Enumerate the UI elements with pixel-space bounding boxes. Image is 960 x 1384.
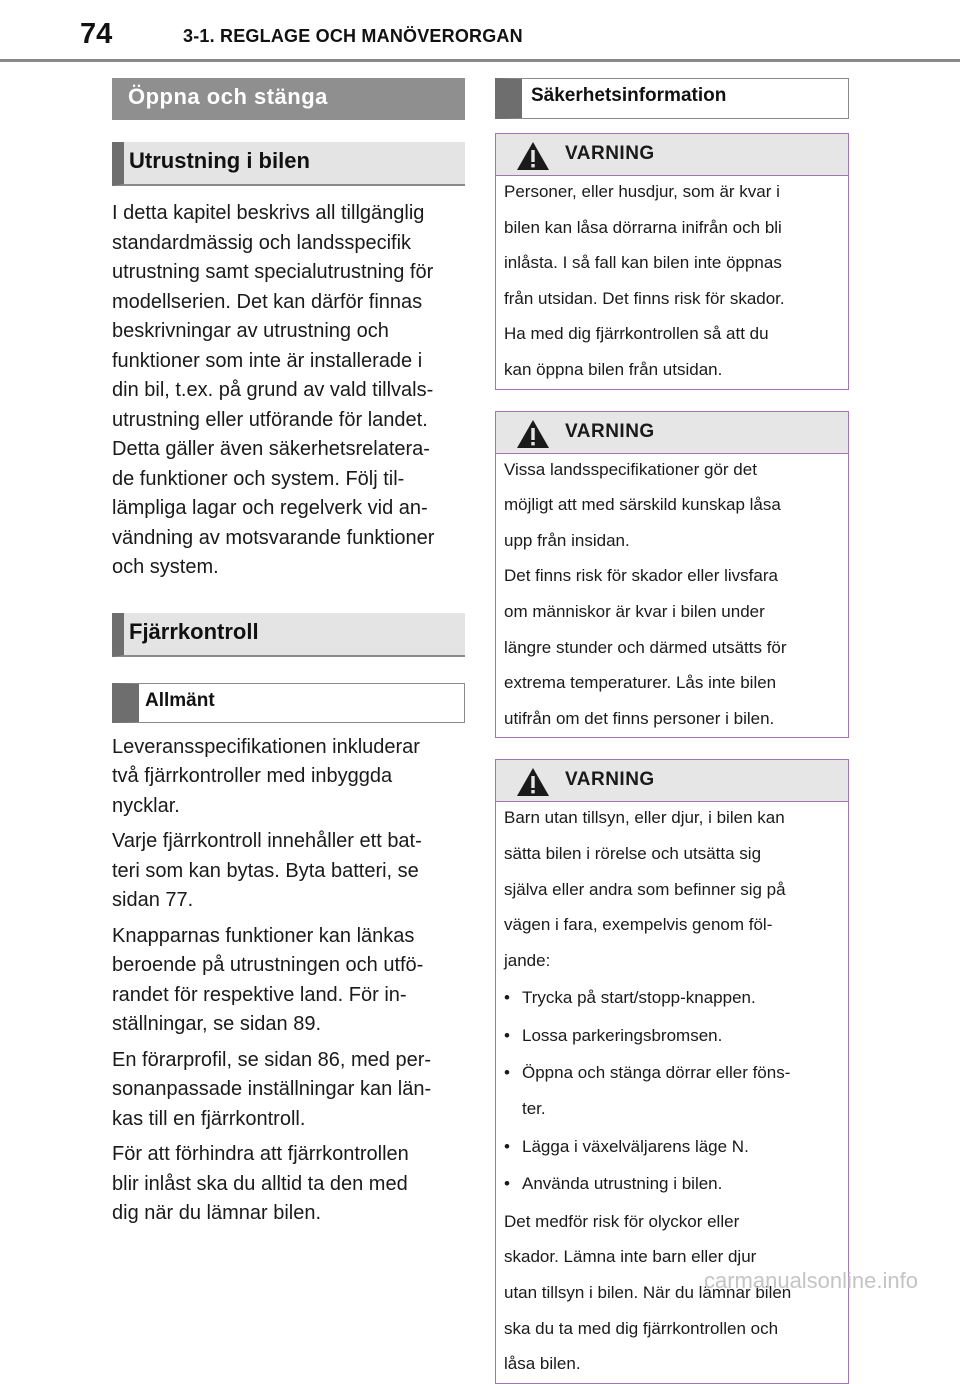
bullet-text (522, 987, 840, 1009)
warning-triangle-icon (516, 141, 550, 171)
text-line: inlåsta. I så fall kan bilen inte öppnas (504, 253, 782, 273)
paragraph (504, 807, 840, 971)
paragraph (112, 922, 465, 1040)
paragraph (112, 827, 465, 916)
text-line: Detta gäller även säkerhetsrelatera- (112, 438, 430, 460)
bullet-dot: • (504, 1063, 510, 1083)
text-line: Personer, eller husdjur, som är kvar i (504, 182, 780, 201)
warning-text (496, 802, 848, 1383)
heading-fjarrkontroll: Fjärrkontroll (112, 613, 465, 657)
text-line: Vissa landsspecifikationer gör det (504, 459, 757, 479)
text-line: ter. (522, 1099, 546, 1119)
text-line: blir inlåst ska du alltid ta den med (112, 1172, 408, 1195)
bullet-text (522, 1136, 840, 1158)
text-line: möjligt att med särskild kunskap låsa (504, 495, 781, 515)
text-line: Lägga i växelväljarens läge N. (522, 1136, 749, 1156)
warning-label: VARNING (565, 143, 655, 164)
text-line: bilen kan låsa dörrarna inifrån och bli (504, 217, 782, 237)
warning-triangle-icon (516, 767, 550, 797)
paragraph (504, 565, 840, 729)
text-line: Knapparnas funktioner kan länkas (112, 924, 415, 947)
paragraph (504, 181, 840, 381)
bullet-item (504, 987, 840, 1009)
page-number: 74 (80, 18, 113, 50)
text-line: upp från insidan. (504, 530, 630, 550)
header-divider (0, 59, 960, 62)
text-line: nycklar. (112, 794, 180, 817)
text-line: Barn utan tillsyn, eller djur, i bilen kan (504, 808, 785, 828)
text-line: utrustning eller utförande för landet. (112, 408, 428, 431)
paragraph (112, 733, 465, 822)
bullet-text (522, 1173, 840, 1195)
right-column (495, 78, 849, 1384)
text-line: Använda utrustning i bilen. (522, 1174, 723, 1194)
bullet-item (504, 1173, 840, 1195)
text-line: I detta kapitel beskrivs all tillgänglig (112, 202, 425, 224)
paragraph (112, 1046, 465, 1135)
page-header (0, 0, 960, 64)
heading-utrustning-i-bilen: Utrustning i bilen (112, 142, 465, 186)
text-line: skador. Lämna inte barn eller djur (504, 1247, 757, 1267)
chapter-title: 3-1. REGLAGE OCH MANÖVERORGAN (183, 26, 523, 46)
text-line: längre stunder och därmed utsätts för (504, 637, 787, 657)
text-line: Öppna och stänga dörrar eller föns- (522, 1063, 791, 1083)
text-line: sonanpassade inställningar kan län- (112, 1078, 432, 1100)
paragraph (504, 459, 840, 552)
text-line: funktioner som inte är installerade i (112, 349, 423, 372)
warning-triangle-icon (516, 419, 550, 449)
text-line: från utsidan. Det finns risk för skador. (504, 288, 785, 308)
text-line: kas till en fjärrkontroll. (112, 1107, 306, 1130)
text-line: dig när du lämnar bilen. (112, 1202, 322, 1224)
text-line: sätta bilen i rörelse och utsätta sig (504, 843, 762, 863)
warning-header (496, 412, 848, 454)
fjarrkontroll-text (112, 733, 465, 1229)
warning-label: VARNING (565, 420, 655, 442)
text-line: För att förhindra att fjärrkontrollen (112, 1143, 409, 1165)
bullet-dot: • (504, 1025, 510, 1045)
warning-text (496, 454, 848, 738)
text-line: utifrån om det finns personer i bilen. (504, 708, 775, 728)
text-line: om människor är kvar i bilen under (504, 601, 765, 621)
text-line: låsa bilen. (504, 1354, 581, 1374)
text-line: din bil, t.ex. på grund av vald tillvals- (112, 379, 434, 401)
text-line: Lossa parkeringsbromsen. (522, 1025, 723, 1045)
subheading-allmant: Allmänt (112, 683, 465, 723)
text-line: Det finns risk för skador eller livsfara (504, 566, 778, 586)
text-line: och system. (112, 556, 219, 578)
text-line: En förarprofil, se sidan 86, med per- (112, 1048, 432, 1071)
text-line: Det medför risk för olyckor eller (504, 1211, 740, 1231)
bullet-dot: • (504, 988, 510, 1008)
text-line: ska du ta med dig fjärrkontrollen och (504, 1318, 779, 1338)
text-line: Leveransspecifikationen inkluderar (112, 735, 420, 758)
text-line: sidan 77. (112, 889, 194, 911)
text-line: utan tillsyn i bilen. När du lämnar bilen (504, 1283, 792, 1303)
text-line: vägen i fara, exempelvis genom föl- (504, 915, 773, 935)
text-line: teri som kan bytas. Byta batteri, se (112, 859, 419, 882)
warning-box (495, 133, 849, 390)
left-column (112, 78, 465, 1229)
text-line: lämpliga lagar och regelverk vid an- (112, 497, 428, 519)
text-line: ställningar, se sidan 89. (112, 1013, 322, 1035)
text-line: Trycka på start/stopp-knappen. (522, 988, 756, 1008)
text-line: kan öppna bilen från utsidan. (504, 359, 723, 379)
bullet-item (504, 1062, 840, 1119)
bullet-text (522, 1025, 840, 1047)
text-line: randet för respektive land. För in- (112, 983, 407, 1006)
text-line: Ha med dig fjärrkontrollen så att du (504, 324, 769, 344)
watermark: carmanualsonline.info (703, 1268, 918, 1293)
warning-text (496, 176, 848, 389)
text-line: vändning av motsvarande funktioner (112, 526, 435, 549)
text-line: modellserien. Det kan därför finnas (112, 290, 423, 313)
warning-header (496, 134, 848, 176)
bullet-item (504, 1025, 840, 1047)
bullet-dot: • (504, 1136, 510, 1156)
utrustning-text (112, 199, 465, 583)
warning-header (496, 760, 848, 802)
text-line: utrustning samt specialutrustning för (112, 261, 434, 283)
text-line: själva eller andra som befinner sig på (504, 879, 786, 899)
bullet-dot: • (504, 1174, 510, 1194)
text-line: jande: (504, 950, 551, 970)
text-line: Varje fjärrkontroll innehåller ett bat- (112, 830, 422, 852)
paragraph (112, 1140, 465, 1229)
warning-box (495, 411, 849, 739)
text-line: extrema temperaturer. Lås inte bilen (504, 673, 777, 693)
text-line: de funktioner och system. Följ til- (112, 467, 405, 490)
heading-sakerhetsinformation: Säkerhetsinformation (495, 78, 849, 119)
text-line: beskrivningar av utrustning och (112, 320, 389, 342)
text-line: två fjärrkontroller med inbyggda (112, 765, 393, 787)
section-title-oppna-stanga: Öppna och stänga (112, 78, 465, 120)
bullet-item (504, 1136, 840, 1158)
text-line: beroende på utrustningen och utfö- (112, 954, 424, 976)
bullet-text (522, 1062, 840, 1119)
warning-label: VARNING (565, 769, 655, 791)
text-line: standardmässig och landsspecifik (112, 231, 412, 254)
